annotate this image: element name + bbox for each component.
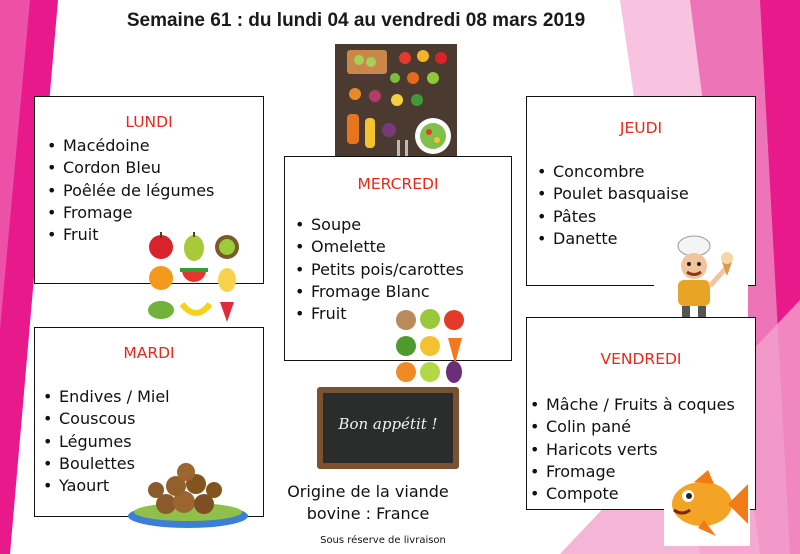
menu-item: • Compote xyxy=(524,483,735,505)
menu-item: • Fromage xyxy=(41,202,214,224)
menu-item: • Petits pois/carottes xyxy=(289,259,464,281)
menu-item: • Fruit xyxy=(41,224,214,246)
fruits-icon xyxy=(144,230,244,326)
menu-item: • Soupe xyxy=(289,214,464,236)
menu-item: • Colin pané xyxy=(524,416,735,438)
day-heading-mardi: MARDI xyxy=(123,344,175,362)
day-heading-lundi: LUNDI xyxy=(125,113,173,131)
menu-item: • Yaourt xyxy=(37,475,170,497)
menu-item: • Macédoine xyxy=(41,135,214,157)
menu-item: • Mâche / Fruits à coques xyxy=(524,394,735,416)
menu-item: • Légumes xyxy=(37,431,170,453)
menu-item: • Cordon Bleu xyxy=(41,157,214,179)
menu-item: • Haricots verts xyxy=(524,439,735,461)
page-title: Semaine 61 : du lundi 04 au vendredi 08 mars 2019 xyxy=(126,10,586,31)
fish-icon xyxy=(664,462,750,546)
vegetables-board-icon xyxy=(335,44,457,166)
menu-item: • Boulettes xyxy=(37,453,170,475)
chef-icon xyxy=(654,232,748,326)
meatballs-icon xyxy=(126,460,250,532)
day-heading-mercredi: MERCREDI xyxy=(357,175,439,193)
delivery-note: Sous réserve de livraison xyxy=(320,535,446,546)
menu-item: • Fruit xyxy=(289,303,464,325)
smiling-vegetables-icon xyxy=(392,306,472,386)
day-heading-jeudi: JEUDI xyxy=(619,119,663,137)
menu-item: • Couscous xyxy=(37,408,170,430)
chalkboard-text: Bon appétit ! xyxy=(338,415,438,433)
meat-origin-line1: Origine de la viande xyxy=(287,482,449,501)
menu-item: • Omelette xyxy=(289,236,464,258)
menu-item: • Fromage Blanc xyxy=(289,281,464,303)
menu-item: • Danette xyxy=(531,228,689,250)
menu-item: • Poulet basquaise xyxy=(531,183,689,205)
menu-item: • Fromage xyxy=(524,461,735,483)
menu-item: • Endives / Miel xyxy=(37,386,170,408)
menu-item: • Poêlée de légumes xyxy=(41,180,214,202)
day-heading-vendredi: VENDREDI xyxy=(600,350,682,368)
chalkboard xyxy=(317,387,459,469)
meat-origin-line2: bovine : France xyxy=(306,504,430,523)
menu-item: • Concombre xyxy=(531,161,689,183)
menu-item: • Pâtes xyxy=(531,206,689,228)
